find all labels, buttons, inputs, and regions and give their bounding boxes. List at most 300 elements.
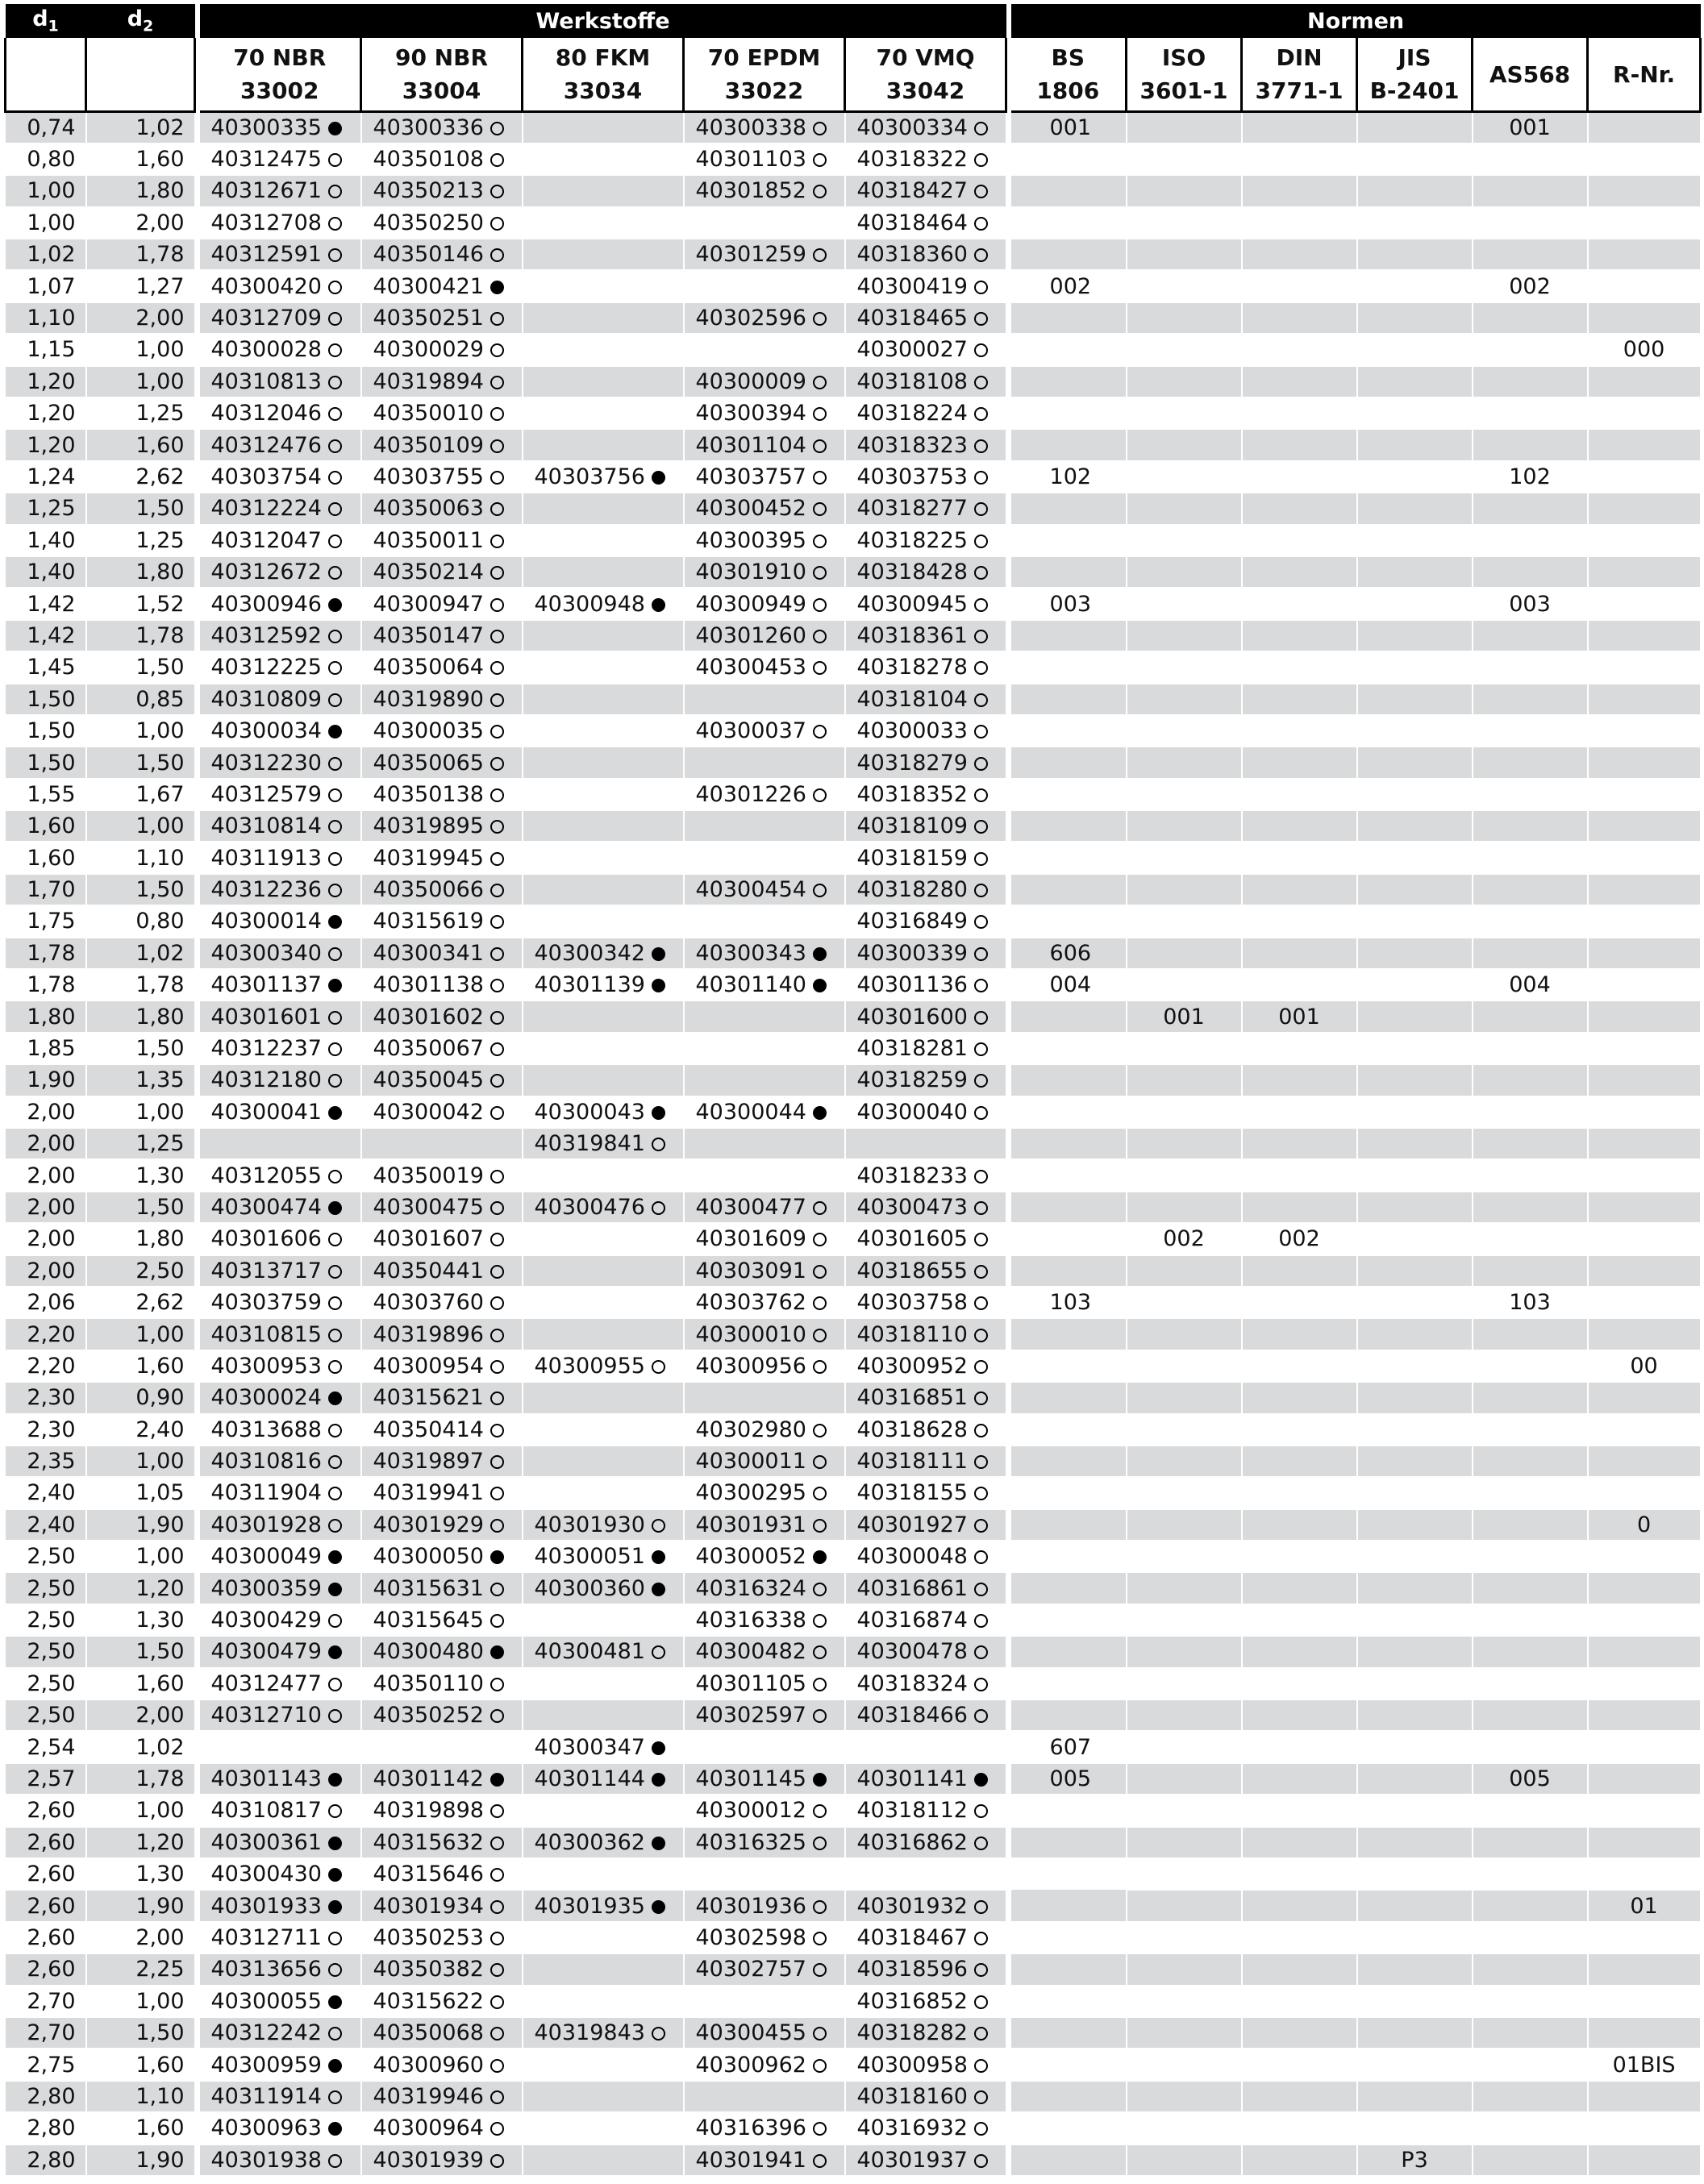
standard-cell	[1127, 1033, 1242, 1064]
open-circle-icon	[490, 1678, 504, 1691]
d2-cell: 1,78	[86, 239, 195, 270]
open-circle-icon	[490, 1201, 504, 1215]
open-circle-icon	[813, 598, 827, 612]
open-circle-icon	[974, 598, 988, 612]
open-circle-icon	[490, 1360, 504, 1374]
material-header-epdm70: 70 EPDM 33022	[684, 38, 845, 112]
standard-cell	[1242, 2017, 1357, 2049]
open-circle-icon	[652, 1519, 665, 1533]
standard-cell	[1127, 461, 1242, 493]
article-number: 40303756	[534, 464, 645, 489]
table-row	[6, 1192, 1701, 1223]
standard-cell	[1357, 620, 1473, 651]
standard-cell	[1242, 1446, 1357, 1477]
article-number: 40310809	[210, 686, 322, 712]
table-row	[6, 366, 1701, 397]
standard-cell	[1127, 1350, 1242, 1382]
standard-cell	[1127, 651, 1242, 683]
article-number: 40350251	[373, 306, 484, 331]
open-circle-icon	[813, 2154, 827, 2168]
open-circle-icon	[490, 1900, 504, 1914]
article-number: 40300962	[695, 2052, 806, 2078]
open-circle-icon	[974, 1233, 988, 1246]
standard-cell	[1011, 1318, 1127, 1350]
article-number: 40313717	[210, 1258, 322, 1283]
standard-cell	[1588, 366, 1701, 397]
standard-cell: 000	[1588, 334, 1701, 365]
open-circle-icon	[813, 1360, 827, 1374]
material-cell	[361, 2112, 523, 2144]
article-number: 40300014	[210, 909, 322, 934]
material-cell	[523, 938, 684, 969]
article-number: 40301104	[695, 432, 806, 458]
d1-cell: 1,20	[6, 397, 86, 429]
material-cell	[200, 1509, 361, 1541]
d2-cell: 1,50	[86, 651, 195, 683]
standard-cell	[1357, 1541, 1473, 1572]
standard-cell	[1357, 1096, 1473, 1128]
table-row	[6, 493, 1701, 524]
standard-cell	[1357, 175, 1473, 206]
standard-cell	[1242, 334, 1357, 365]
article-number: 40318427	[856, 178, 968, 204]
standard-cell	[1473, 1033, 1588, 1064]
open-circle-icon	[490, 471, 504, 485]
material-cell	[523, 1953, 684, 1985]
material-cell	[684, 779, 845, 810]
material-cell	[684, 2049, 845, 2080]
table-row	[6, 1572, 1701, 1604]
material-cell	[845, 1636, 1006, 1667]
d2-cell: 1,00	[86, 334, 195, 365]
material-cell	[845, 1096, 1006, 1128]
standard-cell	[1473, 2049, 1588, 2080]
d2-cell: 1,60	[86, 2112, 195, 2144]
article-number: 40312475	[210, 147, 322, 173]
table-row	[6, 905, 1701, 937]
open-circle-icon	[974, 502, 988, 516]
article-number: 40316325	[695, 1829, 806, 1855]
standard-cell: 005	[1473, 1763, 1588, 1795]
material-cell	[684, 1000, 845, 1032]
table-row	[6, 1033, 1701, 1064]
material-cell	[684, 1572, 845, 1604]
article-number: 40312242	[210, 2020, 322, 2046]
open-circle-icon	[974, 1837, 988, 1850]
material-cell	[845, 905, 1006, 937]
standard-cell	[1357, 842, 1473, 873]
material-cell	[845, 1318, 1006, 1350]
article-number: 40318224	[856, 401, 968, 426]
open-circle-icon	[490, 248, 504, 262]
open-circle-icon	[490, 217, 504, 231]
article-number: 40318467	[856, 1924, 968, 1950]
d1-subheader	[6, 38, 86, 112]
material-cell	[200, 1159, 361, 1191]
material-header-nbr90: 90 NBR 33004	[361, 38, 523, 112]
d2-cell: 2,25	[86, 1953, 195, 1985]
material-cell	[684, 905, 845, 937]
article-number: 40300050	[373, 1544, 484, 1570]
standard-cell	[1588, 1128, 1701, 1159]
material-cell	[684, 1223, 845, 1254]
normen-header: Normen	[1011, 4, 1701, 38]
open-circle-icon	[813, 312, 827, 326]
material-cell	[684, 588, 845, 619]
standard-cell	[1242, 397, 1357, 429]
standard-cell	[1473, 715, 1588, 747]
standard-cell	[1127, 1604, 1242, 1636]
table-row	[6, 938, 1701, 969]
d1-cell: 1,00	[6, 207, 86, 239]
standard-cell	[1357, 1382, 1473, 1413]
material-cell	[523, 2049, 684, 2080]
d1-cell: 1,42	[6, 588, 86, 619]
material-cell	[523, 144, 684, 175]
article-number: 40350011	[373, 527, 484, 553]
material-cell	[845, 1128, 1006, 1159]
material-cell	[200, 2112, 361, 2144]
d1-cell: 1,60	[6, 842, 86, 873]
row-separator	[1011, 1858, 1127, 1890]
standard-cell	[1357, 1414, 1473, 1446]
article-number: 40312476	[210, 432, 322, 458]
material-cell	[684, 334, 845, 365]
standard-cell	[1357, 1192, 1473, 1223]
open-circle-icon	[490, 2154, 504, 2168]
material-cell	[361, 1636, 523, 1667]
material-cell	[361, 207, 523, 239]
standard-cell	[1588, 1827, 1701, 1858]
article-number: 40318225	[856, 527, 968, 553]
open-circle-icon	[490, 1170, 504, 1184]
filled-circle-icon	[652, 1550, 665, 1564]
filled-circle-icon	[652, 979, 665, 992]
material-cell	[523, 2112, 684, 2144]
standard-cell	[1011, 1668, 1127, 1699]
standard-cell	[1588, 1572, 1701, 1604]
article-number: 40350068	[373, 2020, 484, 2046]
material-cell	[523, 1827, 684, 1858]
standard-cell	[1357, 1795, 1473, 1826]
open-circle-icon	[974, 1392, 988, 1405]
standard-cell	[1127, 1318, 1242, 1350]
open-circle-icon	[490, 947, 504, 961]
open-circle-icon	[813, 566, 827, 580]
table-row	[6, 1223, 1701, 1254]
article-number: 40300029	[373, 337, 484, 363]
standard-cell	[1127, 239, 1242, 270]
standard-cell	[1473, 747, 1588, 778]
article-number: 40301938	[210, 2147, 322, 2173]
article-number: 40301607	[373, 1226, 484, 1252]
article-number: 40350414	[373, 1416, 484, 1442]
standard-cell	[1127, 2049, 1242, 2080]
open-circle-icon	[974, 1550, 988, 1564]
material-cell	[361, 747, 523, 778]
table-row	[6, 620, 1701, 651]
article-number: 40312672	[210, 560, 322, 585]
standard-cell	[1242, 1096, 1357, 1128]
material-cell	[523, 1382, 684, 1413]
article-number: 40300336	[373, 114, 484, 140]
d1-header: $d_1$	[6, 4, 86, 38]
d2-cell: 1,50	[86, 2017, 195, 2049]
standard-cell	[1011, 684, 1127, 715]
open-circle-icon	[490, 1106, 504, 1120]
standard-cell	[1588, 747, 1701, 778]
material-cell	[684, 1159, 845, 1191]
article-number: 40300477	[695, 1194, 806, 1220]
table-row	[6, 1986, 1701, 2017]
open-circle-icon	[813, 1900, 827, 1914]
standard-cell	[1242, 2081, 1357, 2112]
standard-cell	[1357, 239, 1473, 270]
open-circle-icon	[974, 312, 988, 326]
open-circle-icon	[652, 1645, 665, 1659]
open-circle-icon	[490, 884, 504, 897]
open-circle-icon	[490, 2027, 504, 2040]
standard-cell	[1011, 1477, 1127, 1508]
article-number: 40300335	[210, 114, 322, 140]
article-number: 40300011	[695, 1449, 806, 1475]
standard-cell	[1357, 747, 1473, 778]
material-cell	[684, 2112, 845, 2144]
open-circle-icon	[813, 122, 827, 135]
standard-cell	[1127, 112, 1242, 144]
d2-cell: 2,00	[86, 302, 195, 334]
table-row	[6, 874, 1701, 905]
standard-cell	[1588, 1159, 1701, 1191]
open-circle-icon	[490, 1583, 504, 1596]
open-circle-icon	[328, 217, 342, 231]
material-cell	[200, 1000, 361, 1032]
d2-cell: 1,00	[86, 1096, 195, 1128]
material-cell	[684, 1064, 845, 1096]
article-number: 40300051	[534, 1544, 645, 1570]
filled-circle-icon	[328, 1201, 342, 1215]
standard-cell	[1011, 905, 1127, 937]
d2-cell: 1,25	[86, 1128, 195, 1159]
article-number: 40300362	[534, 1829, 645, 1855]
open-circle-icon	[490, 1074, 504, 1088]
article-number: 40300949	[695, 591, 806, 617]
standard-cell	[1588, 112, 1701, 144]
open-circle-icon	[490, 1455, 504, 1469]
standard-cell	[1127, 270, 1242, 302]
standard-cell	[1127, 905, 1242, 937]
standard-cell	[1011, 747, 1127, 778]
material-cell	[200, 1699, 361, 1731]
article-number: 40300347	[534, 1734, 645, 1760]
standard-cell	[1242, 525, 1357, 556]
standard-cell	[1011, 1382, 1127, 1413]
standard-cell	[1127, 1668, 1242, 1699]
standard-cell	[1357, 207, 1473, 239]
filled-circle-icon	[328, 725, 342, 738]
standard-cell	[1357, 588, 1473, 619]
open-circle-icon	[328, 1678, 342, 1691]
open-circle-icon	[974, 661, 988, 675]
article-number: 40310813	[210, 368, 322, 394]
material-cell	[523, 1636, 684, 1667]
open-circle-icon	[328, 820, 342, 834]
open-circle-icon	[328, 1455, 342, 1469]
standard-cell	[1242, 1414, 1357, 1446]
material-cell	[684, 810, 845, 842]
d1-cell: 1,75	[6, 905, 86, 937]
article-number: 40318465	[856, 306, 968, 331]
standard-cell	[1242, 810, 1357, 842]
article-number: 40303762	[695, 1290, 806, 1316]
article-number: 40300010	[695, 1321, 806, 1347]
standard-cell	[1473, 1159, 1588, 1191]
material-cell	[361, 1572, 523, 1604]
article-number: 40300453	[695, 655, 806, 680]
article-number: 40318466	[856, 1703, 968, 1728]
open-circle-icon	[813, 661, 827, 675]
open-circle-icon	[974, 947, 988, 961]
article-number: 40300958	[856, 2052, 968, 2078]
open-circle-icon	[328, 1265, 342, 1279]
material-cell	[684, 270, 845, 302]
article-number: 40300360	[534, 1575, 645, 1601]
standard-cell	[1473, 1572, 1588, 1604]
standard-cell	[1011, 1795, 1127, 1826]
article-number: 40312046	[210, 401, 322, 426]
standard-cell	[1011, 2112, 1127, 2144]
material-cell	[684, 1731, 845, 1762]
standard-cell	[1242, 715, 1357, 747]
open-circle-icon	[974, 1678, 988, 1691]
article-number: 40301941	[695, 2147, 806, 2173]
article-number: 40300361	[210, 1829, 322, 1855]
d2-cell: 1,30	[86, 1159, 195, 1191]
material-cell	[845, 1731, 1006, 1762]
article-number: 40350109	[373, 432, 484, 458]
material-cell	[845, 461, 1006, 493]
article-number: 40312711	[210, 1924, 322, 1950]
article-number: 40319946	[373, 2083, 484, 2109]
material-cell	[523, 1350, 684, 1382]
d1-cell: 1,78	[6, 938, 86, 969]
standard-cell	[1127, 397, 1242, 429]
d2-cell: 0,90	[86, 1382, 195, 1413]
article-number: 40301602	[373, 1004, 484, 1030]
material-cell	[200, 905, 361, 937]
standard-cell	[1588, 1064, 1701, 1096]
material-header-nbr70: 70 NBR 33002	[200, 38, 361, 112]
standard-cell	[1011, 144, 1127, 175]
article-number: 40301937	[856, 2147, 968, 2173]
material-cell	[200, 207, 361, 239]
standard-cell	[1588, 2112, 1701, 2144]
material-cell	[200, 1064, 361, 1096]
standard-cell	[1242, 1572, 1357, 1604]
material-cell	[200, 1350, 361, 1382]
material-cell	[361, 1255, 523, 1287]
standard-cell	[1127, 1128, 1242, 1159]
open-circle-icon	[328, 281, 342, 294]
material-cell	[684, 1636, 845, 1667]
material-cell	[684, 2081, 845, 2112]
table-row	[6, 144, 1701, 175]
standard-cell: 01BIS	[1588, 2049, 1701, 2080]
table-row	[6, 461, 1701, 493]
d1-cell: 2,30	[6, 1382, 86, 1413]
standard-cell	[1473, 1414, 1588, 1446]
article-number: 40319945	[373, 845, 484, 871]
standard-cell	[1011, 1064, 1127, 1096]
standard-cell	[1011, 1000, 1127, 1032]
material-cell	[845, 556, 1006, 588]
material-cell	[361, 1446, 523, 1477]
article-number: 40300027	[856, 337, 968, 363]
material-cell	[845, 1922, 1006, 1953]
standard-cell	[1127, 2112, 1242, 2144]
standard-cell	[1473, 1000, 1588, 1032]
standard-cell	[1127, 1446, 1242, 1477]
material-header-vmq70: 70 VMQ 33042	[845, 38, 1006, 112]
standard-cell	[1473, 1636, 1588, 1667]
article-number: 40300343	[695, 940, 806, 966]
article-number: 40300475	[373, 1194, 484, 1220]
d1-cell: 2,80	[6, 2112, 86, 2144]
article-number: 40301142	[373, 1766, 484, 1791]
article-number: 40301259	[695, 242, 806, 268]
open-circle-icon	[813, 1455, 827, 1469]
standard-cell	[1588, 525, 1701, 556]
open-circle-icon	[974, 1963, 988, 1977]
open-circle-icon	[974, 788, 988, 802]
standard-cell	[1011, 207, 1127, 239]
open-circle-icon	[490, 1932, 504, 1945]
material-cell	[200, 747, 361, 778]
open-circle-icon	[328, 2027, 342, 2040]
material-cell	[845, 1223, 1006, 1254]
d2-cell: 1,10	[86, 842, 195, 873]
material-cell	[523, 842, 684, 873]
material-cell	[845, 2112, 1006, 2144]
material-cell	[361, 938, 523, 969]
d2-subheader	[86, 38, 195, 112]
standard-cell	[1357, 1986, 1473, 2017]
standard-cell	[1127, 1382, 1242, 1413]
d2-cell: 2,40	[86, 1414, 195, 1446]
material-cell	[845, 588, 1006, 619]
standard-cell	[1473, 175, 1588, 206]
standard-header-as568: AS568	[1473, 38, 1588, 112]
material-cell	[200, 461, 361, 493]
standard-cell	[1127, 1255, 1242, 1287]
article-number: 40316849	[856, 909, 968, 934]
d1-cell: 2,50	[6, 1636, 86, 1667]
material-cell	[523, 239, 684, 270]
standard-cell	[1011, 239, 1127, 270]
filled-circle-icon	[813, 1773, 827, 1787]
d1-cell: 1,45	[6, 651, 86, 683]
material-cell	[361, 144, 523, 175]
material-cell	[845, 1827, 1006, 1858]
open-circle-icon	[813, 1583, 827, 1596]
open-circle-icon	[974, 407, 988, 421]
material-cell	[200, 429, 361, 460]
standard-cell	[1588, 1541, 1701, 1572]
open-circle-icon	[328, 248, 342, 262]
d2-cell: 2,62	[86, 1287, 195, 1318]
material-cell	[684, 493, 845, 524]
article-number: 40300334	[856, 114, 968, 140]
